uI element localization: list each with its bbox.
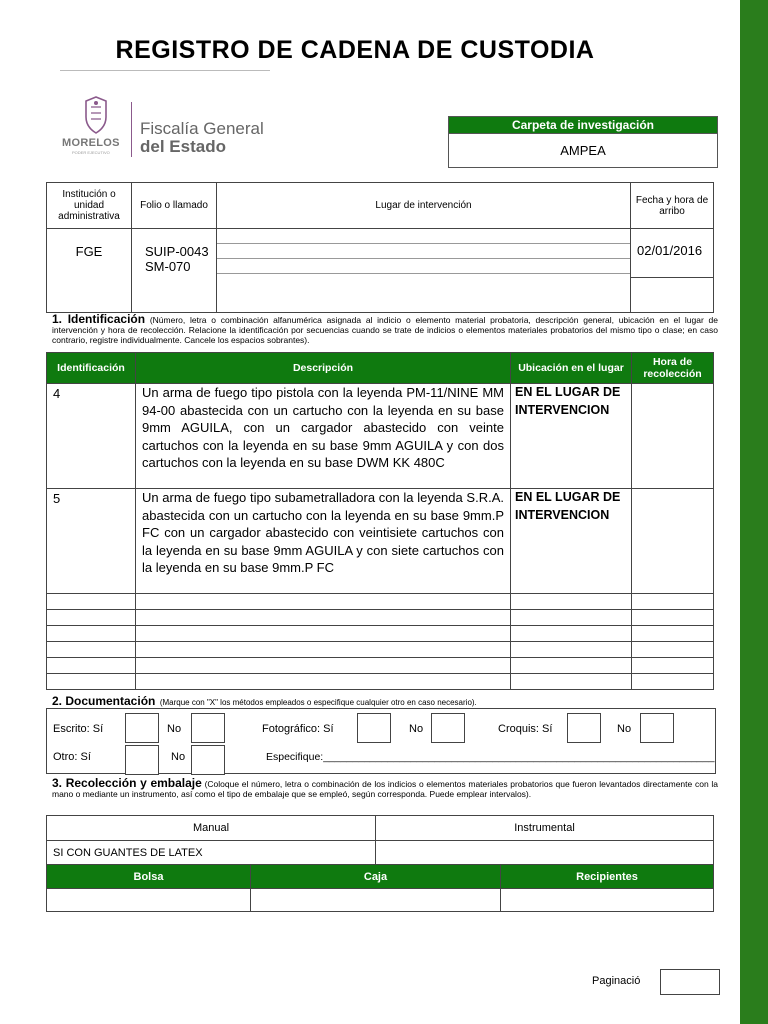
institucion-value[interactable]: FGE: [47, 229, 132, 313]
otro-no-label: No: [171, 751, 186, 763]
recipientes-header: Recipientes: [501, 865, 714, 889]
header-lugar: Lugar de intervención: [217, 183, 631, 229]
empty-row: [47, 674, 714, 690]
croquis-si-checkbox[interactable]: [567, 713, 601, 743]
header-folio: Folio o llamado: [132, 183, 217, 229]
header-institucion: Institución o unidad administrativa: [47, 183, 132, 229]
empty-row: [47, 658, 714, 674]
row-descripcion[interactable]: Un arma de fuego tipo subametralladora con la leyenda S.R.A. abastecida con un cartucho con la leyenda en su base 9mm.P FC con un cargador abastecido con veintisiete cartuchos con la leyenda en su base 9mm AGUILA y con siete cartuchos con la leyenda en su base 9mm.P FC: [136, 489, 511, 594]
section2-note: (Marque con "X" los métodos empleados o especifique cualquier otro en caso necesario).: [159, 698, 477, 707]
header-hora: Hora de recolección: [632, 353, 714, 384]
fecha-cell[interactable]: [631, 229, 714, 313]
croquis-no-checkbox[interactable]: [640, 713, 674, 743]
state-name: MORELOS: [62, 137, 120, 149]
section3-intro: [52, 778, 718, 799]
paginacion-label: Paginació: [592, 975, 641, 987]
section2-title: 2. Documentación: [52, 694, 156, 708]
carpeta-value[interactable]: AMPEA: [449, 133, 717, 167]
section1-title: 1. Identificación: [52, 312, 146, 326]
lugar-line: [217, 229, 630, 244]
section3-note: (Coloque el número, letra o combinación de los indicios o elementos materiales probatorios que fueron levantados directamente con la mano o mediante un instrumento, así como el tipo de embalaje que se empleó, según corresponda. Puede emplear intervalos).: [52, 779, 719, 799]
folio-value[interactable]: SUIP-0043 SM-070: [132, 229, 217, 313]
identification-table: [46, 352, 714, 690]
empty-row: [47, 642, 714, 658]
lugar-line: [217, 244, 630, 259]
bolsa-value[interactable]: [47, 889, 251, 912]
org-name-line2: del Estado: [140, 137, 226, 156]
instrumental-value[interactable]: [376, 841, 714, 866]
empty-row: [47, 594, 714, 610]
row-ubicacion[interactable]: EN EL LUGAR DE INTERVENCION: [511, 489, 632, 594]
lugar-value[interactable]: [217, 229, 631, 313]
fotografico-si-checkbox[interactable]: [357, 713, 391, 743]
fotografico-no-label: No: [409, 723, 424, 735]
header-fecha: Fecha y hora de arribo: [631, 183, 714, 229]
logo-divider: [131, 102, 132, 157]
especifique-field[interactable]: Especifique:___________________________________________________________________: [266, 751, 715, 763]
side-accent-bar: [740, 0, 768, 1024]
header-identificacion: Identificación: [47, 353, 136, 384]
row-id[interactable]: 5: [47, 489, 136, 594]
section1-intro: [52, 314, 718, 345]
bolsa-header: Bolsa: [47, 865, 251, 889]
fotografico-label: Fotográfico: Sí: [262, 723, 334, 735]
org-name-line1: Fiscalía General: [140, 119, 264, 138]
croquis-no-label: No: [617, 723, 632, 735]
fotografico-no-checkbox[interactable]: [431, 713, 465, 743]
recipientes-value[interactable]: [501, 889, 714, 912]
manual-value[interactable]: SI CON GUANTES DE LATEX: [47, 841, 376, 866]
row-descripcion[interactable]: Un arma de fuego tipo pistola con la leyenda PM-11/NINE MM 94-00 abastecida con un cartucho con la leyenda en su base 9mm AGUILA, con un cargador abastecido con veinte cartuchos con la leyenda en su base 9mm AGUILA y con dos cartuchos con la leyenda en su base DWM KK 480C: [136, 384, 511, 489]
header-ubicacion: Ubicación en el lugar: [511, 353, 632, 384]
page-title: REGISTRO DE CADENA DE CUSTODIA: [115, 36, 595, 64]
otro-si-checkbox[interactable]: [125, 745, 159, 775]
state-subtitle: PODER EJECUTIVO: [72, 150, 110, 155]
recoleccion-table: [46, 815, 714, 866]
title-divider: [60, 70, 270, 71]
croquis-label: Croquis: Sí: [498, 723, 553, 735]
escrito-si-checkbox[interactable]: [125, 713, 159, 743]
otro-label: Otro: Sí: [53, 751, 91, 763]
row-hora[interactable]: [632, 489, 714, 594]
fiscalia-logo: [60, 92, 270, 182]
table-row: [47, 384, 714, 489]
caja-value[interactable]: [251, 889, 501, 912]
escrito-no-checkbox[interactable]: [191, 713, 225, 743]
lugar-line: [217, 274, 630, 288]
header-descripcion: Descripción: [136, 353, 511, 384]
row-id[interactable]: 4: [47, 384, 136, 489]
carpeta-box: [448, 116, 718, 168]
escrito-label: Escrito: Sí: [53, 723, 104, 735]
row-ubicacion[interactable]: EN EL LUGAR DE INTERVENCION: [511, 384, 632, 489]
fecha-sub-line: [631, 277, 713, 307]
section1-note: (Número, letra o combinación alfanumérica asignada al indicio o elemento material probatoria, descripción general, ubicación en el lugar de intervención y hora de recolección. Relacione la identificación por secuencias cuando se trate de indicios o elementos materiales probatorios del mismo tipo o clase; en caso contrario, registre individualmente. Cancele los espacios sobrantes).: [52, 315, 718, 345]
carpeta-label: Carpeta de investigación: [449, 117, 717, 133]
info-table: [46, 182, 714, 313]
paginacion-input[interactable]: [660, 969, 720, 995]
manual-header: Manual: [47, 816, 376, 841]
otro-no-checkbox[interactable]: [191, 745, 225, 775]
caja-header: Caja: [251, 865, 501, 889]
escrito-no-label: No: [167, 723, 182, 735]
empty-row: [47, 626, 714, 642]
instrumental-header: Instrumental: [376, 816, 714, 841]
empty-row: [47, 610, 714, 626]
documentacion-box: [46, 708, 716, 774]
row-hora[interactable]: [632, 384, 714, 489]
section3-title: 3. Recolección y embalaje: [52, 776, 202, 790]
embalaje-table: [46, 864, 714, 912]
table-row: [47, 489, 714, 594]
fecha-value: 02/01/2016: [637, 243, 703, 258]
morelos-emblem-icon: [82, 95, 110, 135]
lugar-line: [217, 259, 630, 274]
